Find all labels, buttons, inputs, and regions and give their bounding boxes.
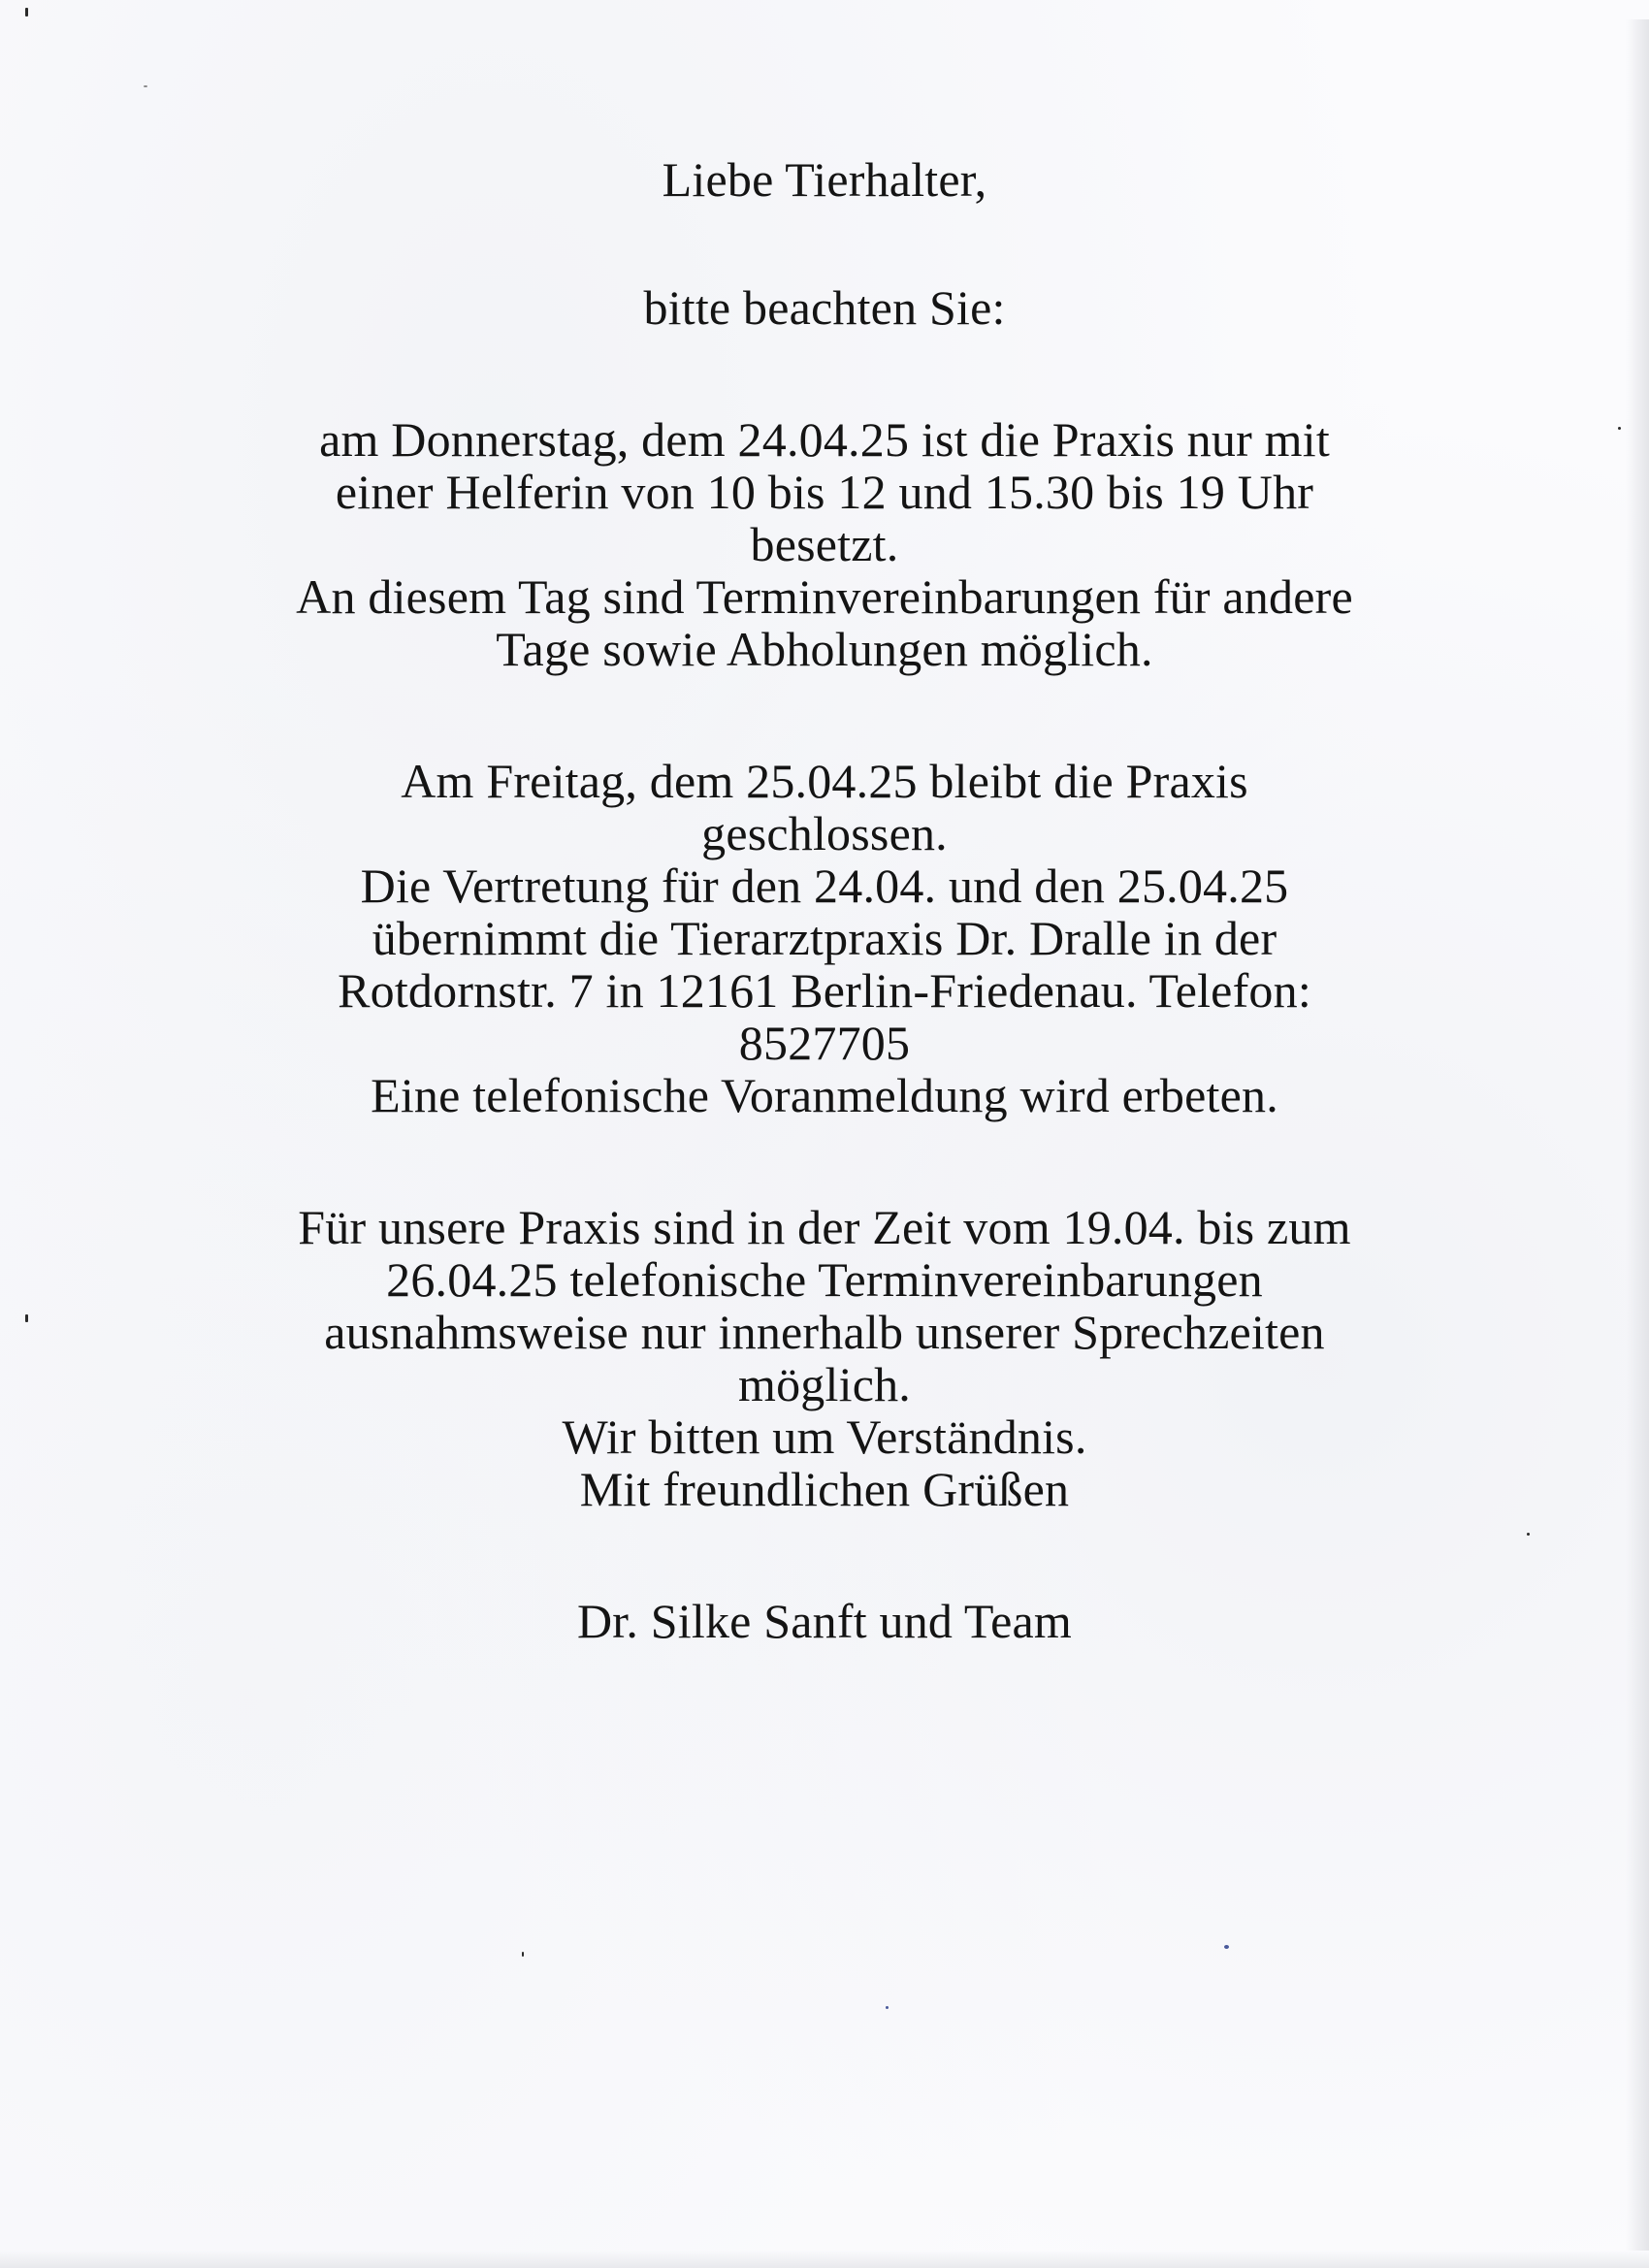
paragraph-line: Am Freitag, dem 25.04.25 bleibt die Praxis: [401, 754, 1248, 808]
paragraph-line: möglich.: [738, 1357, 911, 1411]
paragraph-line: Tage sowie Abholungen möglich.: [496, 622, 1153, 676]
dust-speck: [1618, 427, 1621, 430]
dust-speck: [522, 1952, 524, 1957]
dust-speck: [25, 1314, 28, 1322]
paper-edge-shadow-bottom: [0, 2251, 1649, 2268]
dust-speck: [1224, 1945, 1229, 1949]
dust-speck: [1527, 1533, 1530, 1536]
paragraph-line: geschlossen.: [701, 806, 948, 860]
paper-edge-shadow-right: [1626, 19, 1649, 2251]
paragraph-line: Rotdornstr. 7 in 12161 Berlin-Friedenau. Telefon:: [338, 963, 1311, 1018]
paragraph-line: An diesem Tag sind Terminvereinbarungen für andere: [296, 569, 1353, 624]
phone-number: 8527705: [738, 1016, 911, 1070]
paragraph-line: 26.04.25 telefonische Terminvereinbarungen: [386, 1252, 1263, 1307]
paragraph-friday: [126, 755, 1523, 1121]
paragraph-phone-appointments: [126, 1201, 1523, 1515]
paragraph-thursday: [126, 413, 1523, 675]
paragraph-line: Eine telefonische Voranmeldung wird erbeten.: [371, 1068, 1278, 1122]
paragraph-line: Die Vertretung für den 24.04. und den 25.04.25: [360, 859, 1289, 913]
paragraph-line: übernimmt die Tierarztpraxis Dr. Dralle in der: [372, 911, 1277, 965]
closing: Mit freundlichen Grüßen: [579, 1462, 1070, 1516]
paragraph-line: Wir bitten um Verständnis.: [562, 1409, 1087, 1464]
greeting: Liebe Tierhalter,: [662, 152, 987, 207]
paragraph-line: Für unsere Praxis sind in der Zeit vom 19.04. bis zum: [298, 1200, 1351, 1254]
signature: Dr. Silke Sanft und Team: [576, 1594, 1073, 1648]
notice-text: [126, 153, 1523, 1647]
paragraph-line: besetzt.: [750, 517, 899, 571]
paragraph-line: ausnahmsweise nur innerhalb unserer Sprechzeiten: [324, 1305, 1325, 1359]
paragraph-line: am Donnerstag, dem 24.04.25 ist die Praxis nur mit: [319, 412, 1330, 467]
dust-speck: [144, 85, 147, 87]
intro: bitte beachten Sie:: [643, 280, 1006, 335]
paragraph-line: einer Helferin von 10 bis 12 und 15.30 bis 19 Uhr: [335, 465, 1314, 519]
dust-speck: [886, 2006, 889, 2009]
dust-speck: [25, 8, 28, 16]
